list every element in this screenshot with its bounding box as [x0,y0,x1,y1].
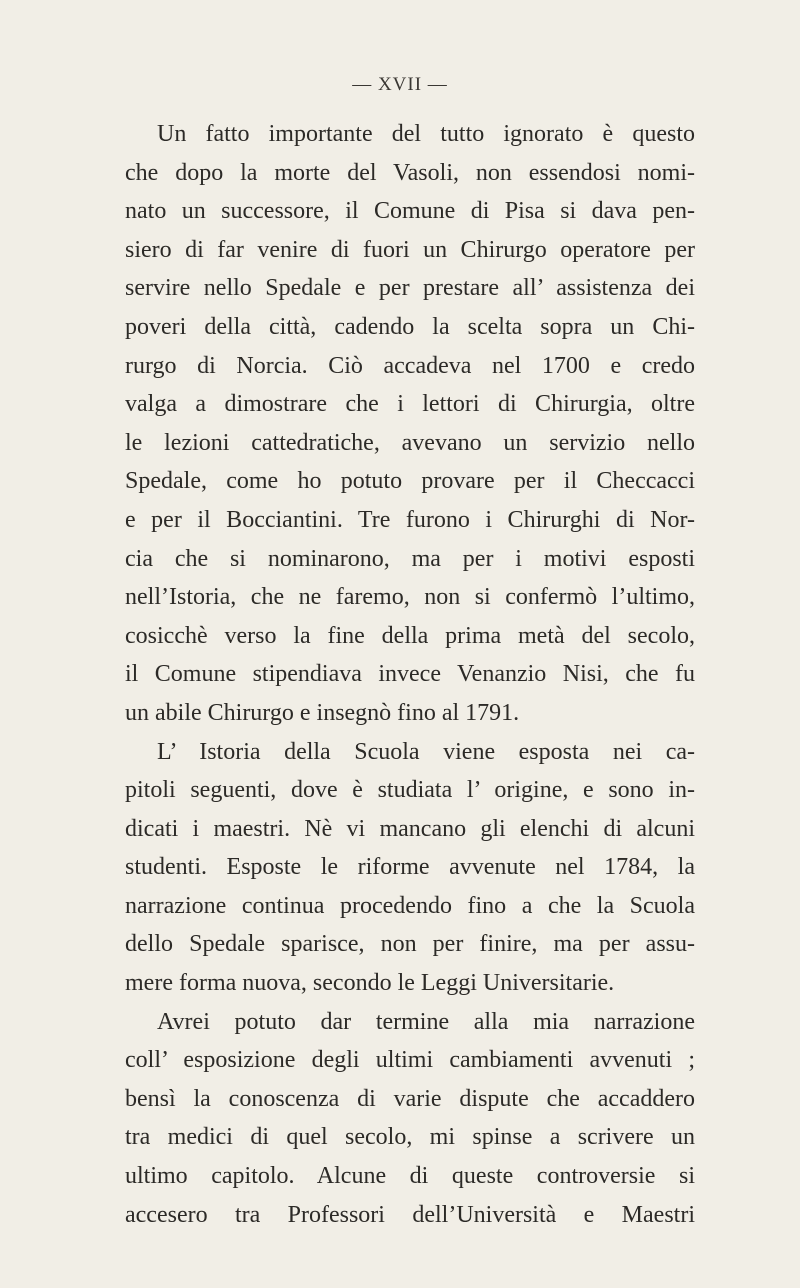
text-line: siero di far venire di fuori un Chirurgo operatore per [125,236,695,263]
text-line: tra medici di quel secolo, mi spinse a scrivere un [125,1124,695,1151]
text-line: le lezioni cattedratiche, avevano un servizio nello [125,429,695,456]
text-line: rurgo di Norcia. Ciò accadeva nel 1700 e credo [125,352,695,379]
text-line: studenti. Esposte le riforme avvenute nel 1784, la [125,854,695,881]
page-number-header: — XVII — [352,74,448,95]
text-line: cia che si nominarono, ma per i motivi esposti [125,545,695,572]
text-line: bensì la conoscenza di varie dispute che accaddero [125,1085,695,1112]
text-line: ultimo capitolo. Alcune di queste controversie si [125,1163,695,1190]
text-line: L’ Istoria della Scuola viene esposta nei ca- [157,738,695,765]
text-line: narrazione continua procedendo fino a che la Scuola [125,892,695,919]
text-line: Avrei potuto dar termine alla mia narrazione [157,1008,695,1035]
text-line: il Comune stipendiava invece Venanzio Nisi, che fu [125,661,695,688]
text-line: Un fatto importante del tutto ignorato è questo [157,121,695,147]
text-line: un abile Chirurgo e insegnò fino al 1791. [125,699,520,726]
body-text [125,115,695,1234]
text-line: servire nello Spedale e per prestare all’ assistenza dei [125,275,695,302]
text-line: cosicchè verso la fine della prima metà del secolo, [125,622,695,649]
text-line: accesero tra Professori dell’Università e Maestri [125,1201,695,1228]
text-line: dicati i maestri. Nè vi mancano gli elenchi di alcuni [125,815,695,842]
text-line: nato un successore, il Comune di Pisa si dava pen- [125,198,695,225]
text-line: pitoli seguenti, dove è studiata l’ origine, e sono in- [125,777,695,804]
text-line: nell’Istoria, che ne faremo, non si confermò l’ultimo, [125,584,695,611]
text-line: e per il Bocciantini. Tre furono i Chirurghi di Nor- [125,506,695,533]
text-line: valga a dimostrare che i lettori di Chirurgia, oltre [125,391,695,418]
text-line: Spedale, come ho potuto provare per il Checcacci [125,468,695,495]
text-line: mere forma nuova, secondo le Leggi Universitarie. [125,970,615,997]
text-line: coll’ esposizione degli ultimi cambiamenti avvenuti ; [125,1047,695,1074]
text-line: che dopo la morte del Vasoli, non essendosi nomi- [125,159,695,186]
text-line: dello Spedale sparisce, non per finire, ma per assu- [125,931,695,958]
text-line: poveri della città, cadendo la scelta sopra un Chi- [125,313,695,340]
